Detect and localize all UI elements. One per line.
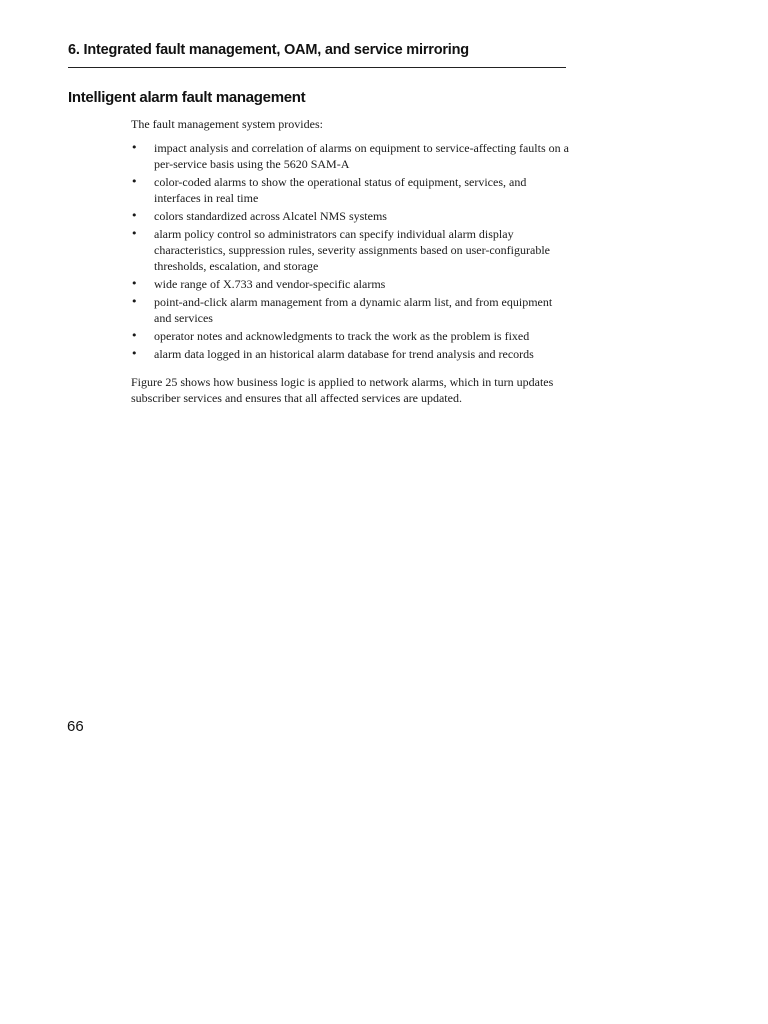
bullet-icon: • (131, 175, 138, 188)
bullet-icon: • (131, 209, 138, 222)
list-item-text: point-and-click alarm management from a dynamic alarm list, and from equipment and services (154, 295, 553, 325)
list-item (131, 140, 571, 172)
list-item-text: color-coded alarms to show the operational status of equipment, services, and interfaces in real time (154, 175, 527, 205)
list-item (131, 346, 571, 362)
page-header (68, 40, 566, 68)
section-heading: Intelligent alarm fault management (68, 89, 306, 106)
list-item-text: wide range of X.733 and vendor-specific alarms (154, 277, 386, 291)
closing-paragraph: Figure 25 shows how business logic is applied to network alarms, which in turn updates subscriber services and ensures that all affected services are updated. (131, 375, 554, 405)
bullet-icon: • (131, 141, 138, 154)
feature-list (131, 140, 571, 364)
chapter-title: 6. Integrated fault management, OAM, and service mirroring (68, 42, 469, 58)
bullet-icon: • (131, 277, 138, 290)
list-item-text: colors standardized across Alcatel NMS systems (154, 209, 387, 223)
list-item (131, 328, 571, 344)
list-item-text: alarm data logged in an historical alarm database for trend analysis and records (154, 347, 534, 361)
bullet-icon: • (131, 347, 138, 360)
intro-paragraph: The fault management system provides: (131, 117, 323, 131)
list-item (131, 294, 571, 326)
list-item (131, 226, 571, 274)
bullet-icon: • (131, 295, 138, 308)
list-item-text: alarm policy control so administrators can specify individual alarm display characteristics, suppression rules, severity assignments based on user-configurable thresholds, escalation, and storage (154, 227, 550, 273)
bullet-icon: • (131, 227, 138, 240)
list-item (131, 276, 571, 292)
page-number: 66 (67, 718, 84, 735)
list-item (131, 208, 571, 224)
list-item (131, 174, 571, 206)
list-item-text: operator notes and acknowledgments to track the work as the problem is fixed (154, 329, 530, 343)
bullet-icon: • (131, 329, 138, 342)
list-item-text: impact analysis and correlation of alarms on equipment to service-affecting faults on a per-service basis using the 5620 SAM-A (154, 141, 569, 171)
